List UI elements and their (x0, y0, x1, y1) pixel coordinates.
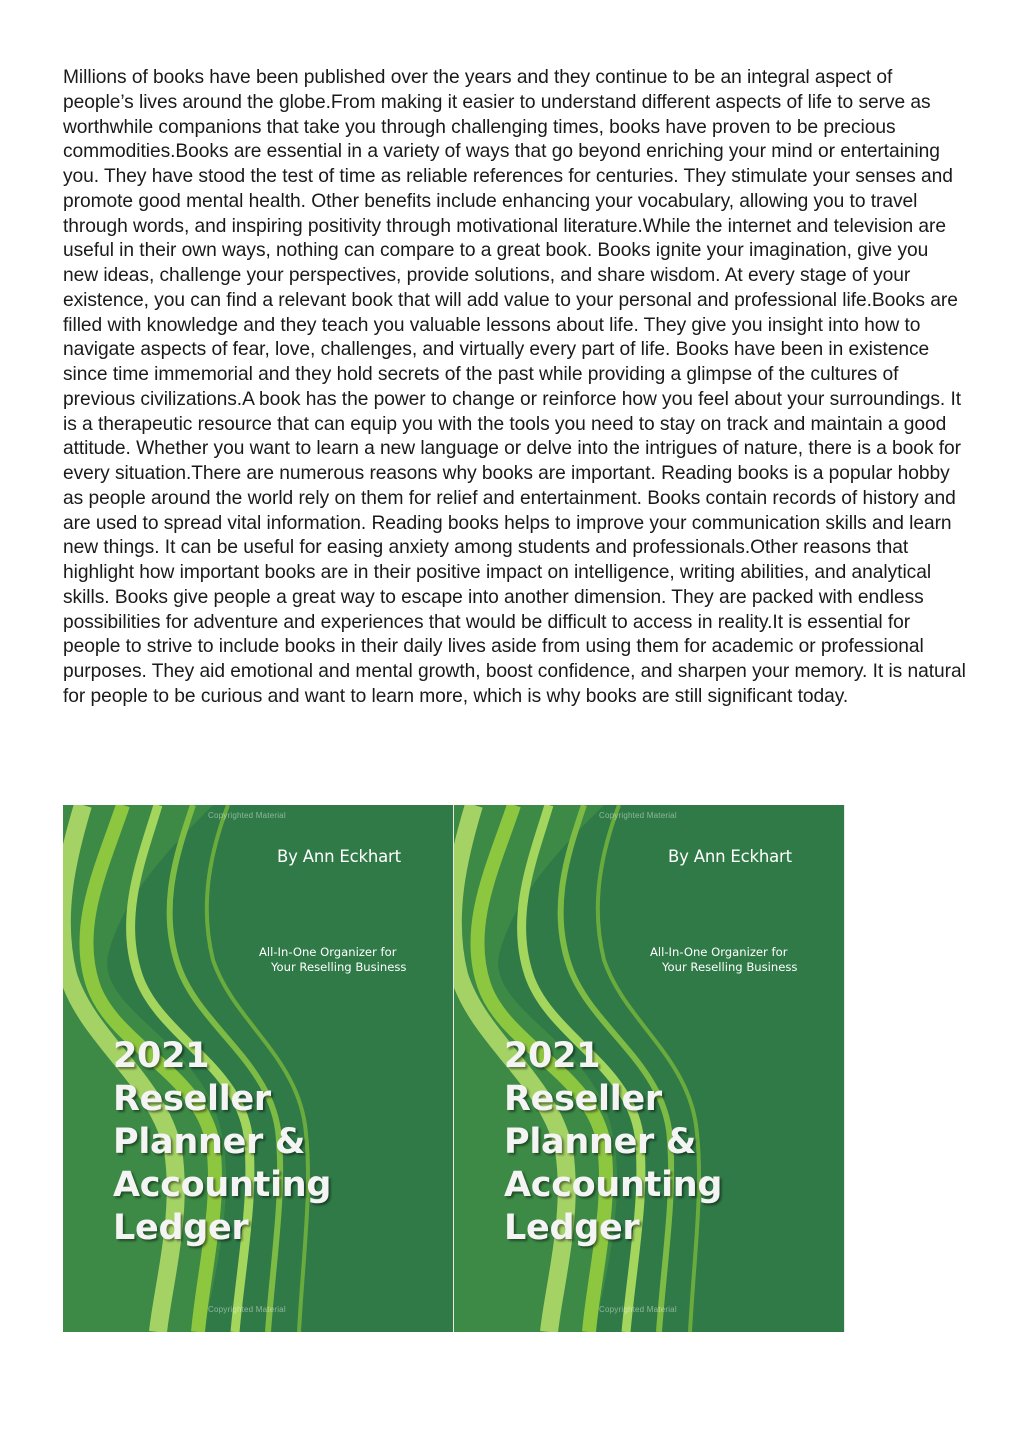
cover-subtitle-line: Your Reselling Business (662, 960, 798, 974)
cover-subtitle (259, 945, 429, 975)
book-cover-right[interactable] (454, 805, 844, 1332)
cover-title-line: Planner & (113, 1122, 306, 1162)
article-body: Millions of books have been published over the years and they continue to be an integral aspect of people’s lives around the globe.From making it easier to understand different aspects of life to serve as worthwhile companions that take you through challenging times, books have proven to be precious commodities.Books are essential in a variety of ways that go beyond enriching your mind or entertaining you. They have stood the test of time as reliable references for centuries. They stimulate your senses and promote good mental health. Other benefits include enhancing your vocabulary, allowing you to travel through words, and inspiring positivity through motivational literature.While the internet and television are useful in their own ways, nothing can compare to a great book. Books ignite your imagination, give you new ideas, challenge your perspectives, provide solutions, and share wisdom. At every stage of your existence, you can find a relevant book that will add value to your personal and professional life.Books are filled with knowledge and they teach you valuable lessons about life. They give you insight into how to navigate aspects of fear, love, challenges, and virtually every part of life. Books have been in existence since time immemorial and they hold secrets of the past while providing a glimpse of the cultures of previous civilizations.A book has the power to change or reinforce how you feel about your surroundings. It is a therapeutic resource that can equip you with the tools you need to stay on track and maintain a good attitude. Whether you want to learn a new language or delve into the intrigues of nature, there is a book for every situation.There are numerous reasons why books are important. Reading books is a popular hobby as people around the world rely on them for relief and entertainment. Books contain records of history and are used to spread vital information. Reading books helps to improve your communication skills and learn new things. It can be useful for easing anxiety among students and professionals.Other reasons that highlight how important books are in their positive impact on intelligence, writing abilities, and analytical skills. Books give people a great way to escape into another dimension. They are packed with endless possibilities for adventure and experiences that would be difficult to access in reality.It is essential for people to strive to include books in their daily lives aside from using them for academic or professional purposes. They aid emotional and mental growth, boost confidence, and sharpen your memory. It is natural for people to be curious and want to learn more, which is why books are still significant today. (63, 67, 966, 707)
cover-title-line: 2021 (504, 1036, 601, 1076)
cover-author: By Ann Eckhart (668, 847, 792, 866)
cover-watermark-top: Copyrighted Material (599, 811, 677, 820)
cover-watermark-bottom: Copyrighted Material (599, 1305, 677, 1314)
cover-title-line: Ledger (113, 1208, 249, 1248)
cover-title (113, 1035, 331, 1250)
cover-subtitle-line: All-In-One Organizer for (259, 945, 397, 959)
cover-title-line: Planner & (504, 1122, 697, 1162)
cover-title-line: Accounting (113, 1165, 332, 1205)
book-cover-images (63, 805, 845, 1332)
cover-watermark-top: Copyrighted Material (208, 811, 286, 820)
cover-subtitle-line: All-In-One Organizer for (650, 945, 788, 959)
cover-watermark-bottom: Copyrighted Material (208, 1305, 286, 1314)
cover-subtitle (650, 945, 820, 975)
cover-author: By Ann Eckhart (277, 847, 401, 866)
cover-title (504, 1035, 722, 1250)
cover-subtitle-line: Your Reselling Business (271, 960, 407, 974)
cover-title-line: 2021 (113, 1036, 210, 1076)
book-cover-left[interactable] (63, 805, 453, 1332)
cover-title-line: Reseller (113, 1079, 271, 1119)
cover-title-line: Ledger (504, 1208, 640, 1248)
cover-title-line: Reseller (504, 1079, 662, 1119)
cover-title-line: Accounting (504, 1165, 723, 1205)
